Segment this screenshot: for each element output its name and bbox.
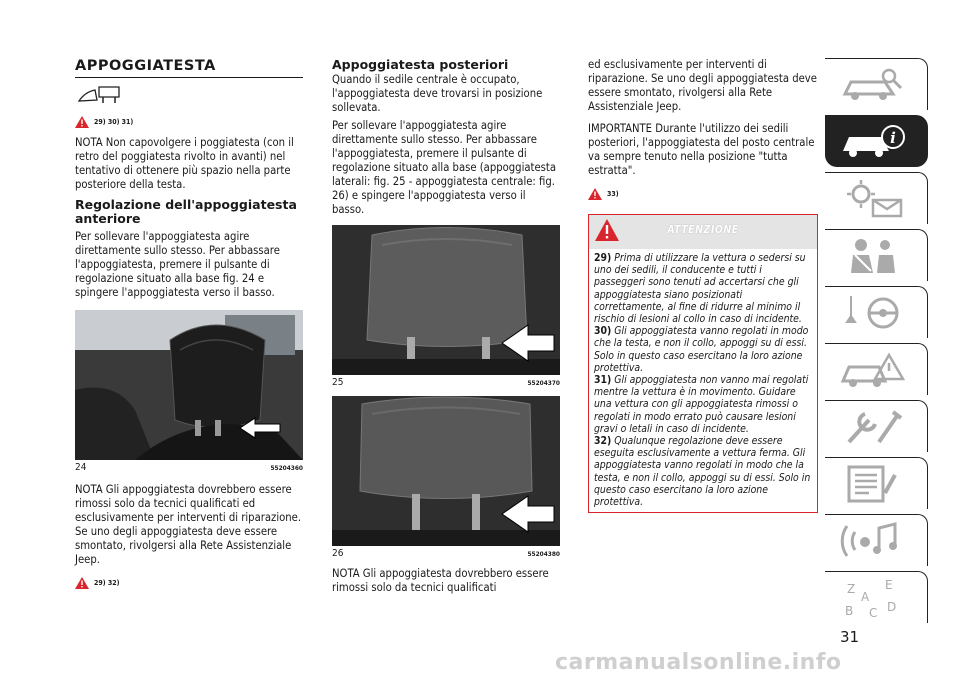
warning-triangle-icon [75,577,89,589]
item-number: 29) [594,252,612,264]
tab-multimedia[interactable] [825,514,928,566]
tab-maintenance[interactable] [825,400,928,452]
figure-number: 24 [75,462,87,473]
column-3 [588,58,818,513]
attention-box [588,214,818,513]
section-heading-front: Regolazione dell'appoggiatesta anteriore [75,197,297,226]
chapter-sidebar [825,58,928,628]
item-text: Gli appoggiatesta non vanno mai regolati mentre la vettura è in movimento. Guidare una vettura con gli appoggiatesta rimossi o regolati in modo errato può causare lesioni gravi o letali in caso di incidente. [594,374,809,435]
tab-safety[interactable] [825,229,928,281]
page-title: APPOGGIATESTA [75,58,303,78]
technical-data-icon [839,463,909,505]
svg-text:i: i [890,129,896,147]
seat-headrest-icon [75,84,131,106]
car-overview-icon [839,64,909,106]
continued-paragraph: ed esclusivamente per interventi di riparazione. Se uno degli appoggiatesta deve essere smontato, rivolgersi alla Rete Assistenziale Jeep. [588,58,817,113]
starting-driving-icon [839,292,909,334]
note-paragraph-2: NOTA Gli appoggiatesta dovrebbero essere rimossi solo da tecnici qualificati ed esclusivamente per interventi di riparazione. Se uno degli appoggiatesta deve essere smontato, rivolgersi alla Rete Assistenziale Jeep. [75,483,302,566]
figure-26-caption [332,548,560,559]
warning-reference-3 [588,188,818,200]
tab-technical-data[interactable] [825,457,928,509]
attention-body [589,249,817,512]
tab-car-info[interactable] [825,115,928,167]
car-info-icon [839,121,909,163]
svg-text:Z: Z [847,582,856,596]
svg-text:E: E [885,578,893,592]
figure-code: 55204380 [527,550,560,558]
figure-25-caption [332,377,560,388]
figure-code: 55204360 [270,464,303,472]
item-text: Prima di utilizzare la vettura o sedersi su uno dei sedili, il conducente e tutti i passeggeri sono tenuti ad accertarsi che gli appoggiatesta siano posizionati correttamente, al fine di ridurre al minimo il rischio di lesioni al collo in caso di incidente. [594,252,806,326]
page-number: 31 [840,628,860,646]
attention-header [589,215,817,249]
item-text: Qualunque regolazione deve essere eseguita esclusivamente a vettura ferma. Gli appoggiatesta vanno regolati in modo che la testa, e non il collo, appoggi su di essi. Solo in questo caso esercitano la loro azione protettiva. [594,435,811,509]
warning-reference [75,116,303,128]
note-paragraph-3: NOTA Gli appoggiatesta dovrebbero essere rimossi solo da tecnici qualificati [332,567,549,594]
attention-title: ATTENZIONE [667,224,739,236]
tab-emergency[interactable] [825,343,928,395]
rear-paragraph-1: Quando il sedile centrale è occupato, l'appoggiatesta deve trovarsi in posizione sollevata. [332,73,543,114]
svg-text:C: C [869,606,878,619]
safety-icon [839,235,909,277]
tab-starting-driving[interactable] [825,286,928,338]
figure-number: 26 [332,548,344,559]
dashboard-lights-icon [839,178,909,220]
warning-reference-2 [75,577,303,589]
watermark: carmanualsonline.info [555,650,842,675]
item-text: Gli appoggiatesta vanno regolati in modo che la testa, e non il collo, appoggi su di essi. Solo in questo caso esercitano la loro azione protettiva. [594,325,809,374]
attention-item [594,252,812,325]
column-1 [75,58,303,589]
warning-triangle-icon [588,188,602,200]
column-2 [332,58,560,595]
tab-dashboard-lights[interactable] [825,172,928,224]
svg-text:D: D [887,600,897,614]
tab-car-overview[interactable] [825,58,928,110]
warning-refs-text: 29) 32) [94,579,120,587]
front-adjust-paragraph: Per sollevare l'appoggiatesta agire direttamente sullo stesso. Per abbassare l'appoggiatesta, premere il pulsante di regolazione situato alla base fig. 24 e spingere l'appoggiatesta verso il basso. [75,230,280,299]
attention-item [594,374,812,435]
figure-number: 25 [332,377,344,388]
attention-item [594,435,812,508]
multimedia-icon [839,520,909,562]
svg-text:B: B [845,604,854,618]
important-paragraph: IMPORTANTE Durante l'utilizzo dei sedili posteriori, l'appoggiatesta del posto centrale va sempre tenuto nella posizione "tutta estratta". [588,122,815,177]
index-icon [839,577,909,619]
section-heading-rear: Appoggiatesta posteriori [332,57,509,72]
figure-code: 55204370 [527,379,560,387]
figure-24-photo [75,310,303,460]
maintenance-icon [839,406,909,448]
svg-text:A: A [861,590,870,604]
item-number: 30) [594,325,612,338]
note-paragraph: NOTA Non capovolgere i poggiatesta (con il retro del poggiatesta rivolto in avanti) nel tentativo di ottenere più spazio nella parte posteriore della testa. [75,136,294,191]
item-number: 31) [594,374,612,387]
warning-refs-text: 29) 30) 31) [94,118,134,126]
attention-item [594,325,812,374]
figure-24-caption [75,462,303,473]
figure-26-photo [332,396,560,546]
tab-index[interactable] [825,571,928,623]
rear-paragraph-2: Per sollevare l'appoggiatesta agire direttamente sullo stesso. Per abbassare l'appoggiatesta, premere il pulsante di regolazione situato alla base (appoggiatesta laterali: fig. 25 - appoggiatesta centrale: fig. 26) e spingere l'appoggiatesta verso il basso. [332,119,557,216]
item-number: 32) [594,435,612,448]
warning-triangle-icon [75,116,89,128]
emergency-icon [839,349,909,391]
warning-refs-text: 33) [607,190,619,198]
figure-25-photo [332,225,560,375]
